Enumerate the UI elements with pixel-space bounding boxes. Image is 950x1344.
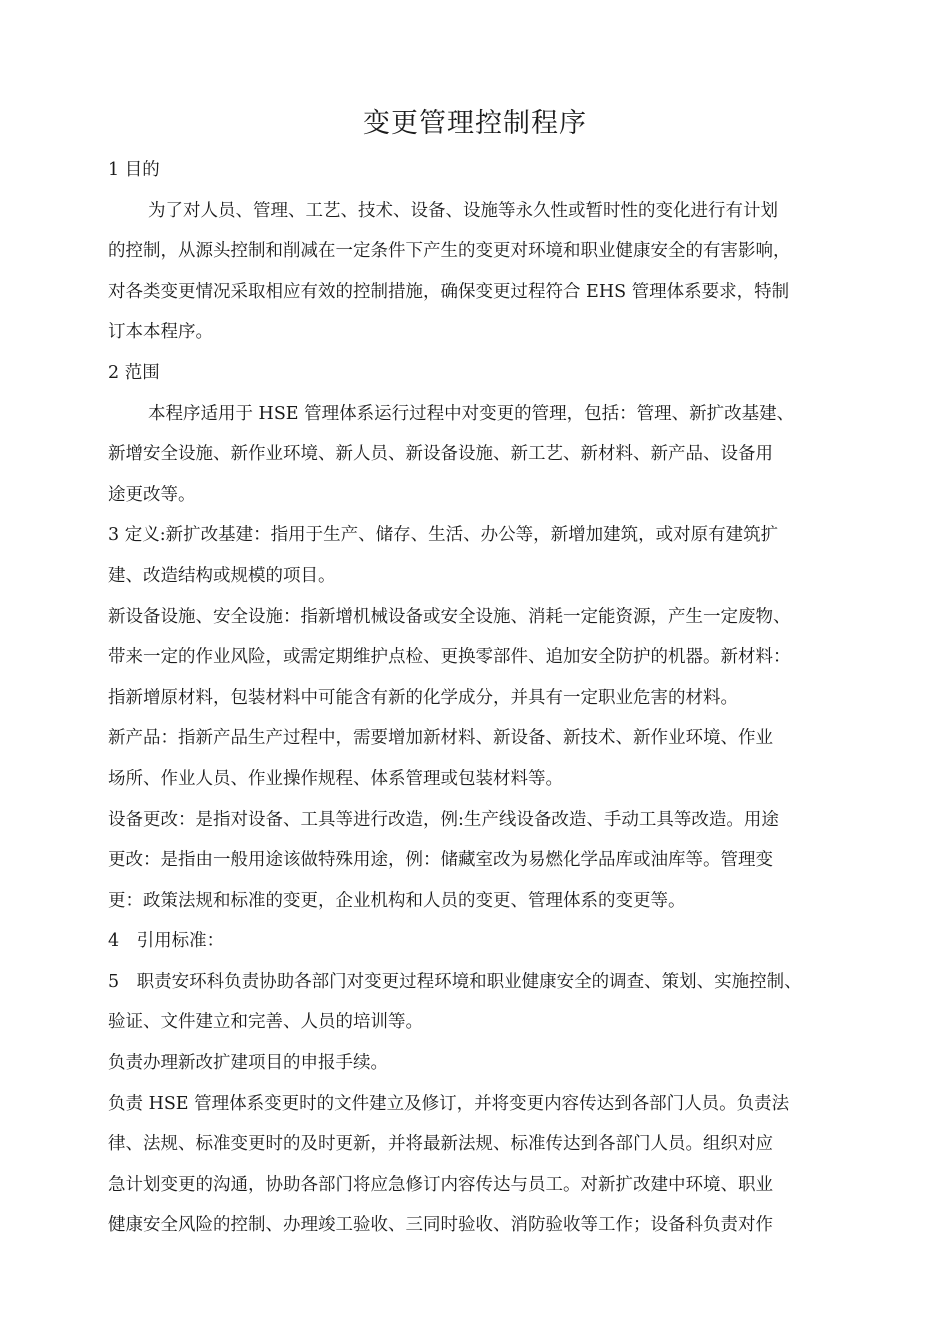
text-line: 更改：是指由一般用途该做特殊用途，例：储藏室改为易燃化学品库或油库等。管理变	[108, 850, 773, 871]
text-line: 律、法规、标准变更时的及时更新，并将最新法规、标准传达到各部门人员。组织对应	[108, 1134, 773, 1155]
text-line: 新产品：指新产品生产过程中，需要增加新材料、新设备、新技术、新作业环境、作业	[108, 728, 773, 749]
text-line: 的控制，从源头控制和削减在一定条件下产生的变更对环境和职业健康安全的有害影响，	[108, 241, 791, 262]
text-line: 1 目的	[108, 160, 160, 180]
text-line: 新增安全设施、新作业环境、新人员、新设备设施、新工艺、新材料、新产品、设备用	[108, 444, 773, 465]
document-body	[108, 150, 868, 1246]
text-line: 途更改等。	[108, 484, 196, 505]
text-line: 负责 HSE 管理体系变更时的文件建立及修订，并将变更内容传达到各部门人员。负责法	[108, 1093, 790, 1114]
text-line: 建、改造结构或规模的项目。	[108, 565, 336, 586]
text-line: 新设备设施、安全设施：指新增机械设备或安全设施、消耗一定能资源，产生一定废物、	[108, 606, 791, 627]
text-line: 指新增原材料，包装材料中可能含有新的化学成分，并具有一定职业危害的材料。	[108, 687, 738, 708]
text-line: 对各类变更情况采取相应有效的控制措施，确保变更过程符合 EHS 管理体系要求，特制	[108, 281, 790, 302]
text-line: 为了对人员、管理、工艺、技术、设备、设施等永久性或暂时性的变化进行有计划	[148, 200, 778, 221]
document-title: 变更管理控制程序	[363, 108, 587, 139]
text-line: 急计划变更的沟通，协助各部门将应急修订内容传达与员工。对新扩改建中环境、职业	[108, 1174, 773, 1195]
text-line: 4 引用标准：	[108, 931, 225, 952]
text-line: 2 范围	[108, 362, 160, 383]
text-line: 负责办理新改扩建项目的申报手续。	[108, 1053, 388, 1074]
text-line: 带来一定的作业风险，或需定期维护点检、更换零部件、追加安全防护的机器。新材料：	[108, 647, 791, 668]
text-line: 设备更改：是指对设备、工具等进行改造，例:生产线设备改造、手动工具等改造。用途	[108, 809, 779, 830]
text-line: 订本本程序。	[108, 322, 213, 343]
text-line: 本程序适用于 HSE 管理体系运行过程中对变更的管理，包括：管理、新扩改基建、	[148, 403, 795, 424]
text-line: 验证、文件建立和完善、人员的培训等。	[108, 1012, 423, 1033]
text-line: 更：政策法规和标准的变更，企业机构和人员的变更、管理体系的变更等。	[108, 890, 686, 911]
text-line: 3 定义:新扩改基建：指用于生产、储存、生活、办公等，新增加建筑，或对原有建筑扩	[108, 525, 779, 546]
text-line: 场所、作业人员、作业操作规程、体系管理或包装材料等。	[108, 768, 563, 789]
text-line: 健康安全风险的控制、办理竣工验收、三同时验收、消防验收等工作；设备科负责对作	[108, 1215, 773, 1236]
text-line: 5 职责安环科负责协助各部门对变更过程环境和职业健康安全的调查、策划、实施控制、	[108, 971, 802, 992]
